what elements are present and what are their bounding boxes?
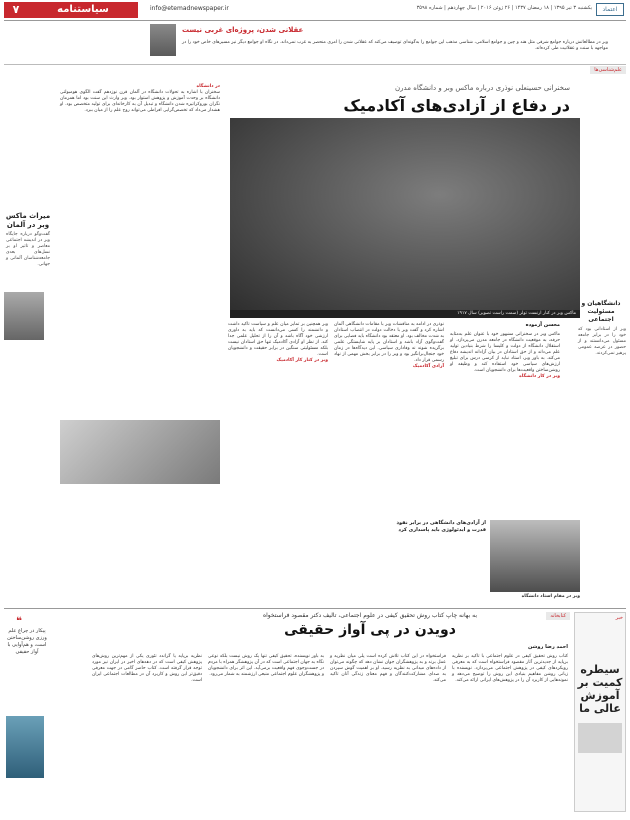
- bottom-divider: [4, 608, 626, 609]
- portrait-photo: [490, 520, 580, 592]
- bottom-side-quote: پیکار در چراغ علم ورزی روشن‌ساختن است، و هم‌آوایی با آواز حقیقی: [7, 628, 47, 655]
- page-number: ۷: [4, 2, 28, 18]
- bottom-col-3: به باور نویسنده، تحقیق کیفی تنها یک روش نیست بلکه نوعی نگاه به جهان اجتماعی است که در آن پژوهشگر همراه با مردم در جست‌وجوی فهم واقعیت برمی‌آید. این اثر برای دانشجویان و پژوهشگران علوم اجتماعی منبعی ارزشمند به شمار می‌رود.: [208, 654, 324, 677]
- issue-info: یکشنبه ۳ تیر ۱۳۹۵ | ۱۸ رمضان ۱۴۳۷ | ۲۶ ژوئن ۲۰۱۶ | سال چهاردهم | شماره ۳۵۹۸: [416, 5, 592, 11]
- main-article-author: محسن آزموده: [525, 322, 560, 328]
- main-article-kicker: سخنرانی حسینعلی نوذری درباره ماکس وبر و دانشگاه مدرن: [395, 84, 570, 92]
- bottom-article-author: احمد رضا روشن: [527, 644, 568, 650]
- main-photo-caption: ماکس وبر در کنار ارنست تولر (سمت راست تصویر) سال ۱۹۱۷: [230, 310, 580, 318]
- header-divider: [4, 20, 626, 21]
- contact-email[interactable]: info@etemadnewspaper.ir: [150, 5, 229, 12]
- news-box-label: خبر: [615, 615, 623, 621]
- left-column-body: در دانشگاه سخنران با اشاره به تحولات دانشگاه در آلمان قرن نوزدهم گفت الگوی هومبولتی دانشگاه بر وحدت آموزش و پژوهش استوار بود. وبر وارث این سنت بود اما همزمان نگران بوروکراتیزه شدن دانشگاه و تبدیل آن به کارخانه‌ای برای تولید متخصص بود. او هشدار می‌داد که تخصص‌گرایی افراطی می‌تواند روح علم را از میان ببرد.: [60, 84, 220, 113]
- editorial-body: وبر در مطالعاتش درباره جوامع شرقی مثل هند و چین و جوامع اسلامی، شناسی مذهب این جوامع را به‌گونه‌ای توصیف می‌کند که عقلانی شدن را امری منحصر به غرب نمی‌داند. در نگاه او جوامع دیگر نیز مسیرهای خاص خود را در مواجهه با سنت و عقلانیت طی کرده‌اند.: [182, 40, 608, 51]
- right-sidebar-body: وبر از استادانی بود که خود را در برابر جامعه مسئول می‌دانستند و از حضور در عرصه عمومی پرهیز نمی‌کردند.: [578, 327, 626, 356]
- bottom-article-kicker: به بهانه چاپ کتاب روش تحقیق کیفی در علوم اجتماعی، تالیف دکتر مقصود فراستخواه: [262, 612, 477, 619]
- section-label-top: علم‌شناسی‌ها: [590, 66, 626, 74]
- editorial-divider: [4, 64, 626, 65]
- subhead-academic-freedom: آزادی آکادمیک: [412, 364, 444, 369]
- main-article-col-2: نوذری در ادامه به مناقشات وبر با مقامات دانشگاهی آلمان اشاره کرد و گفت وبر با دخالت دولت در انتصاب استادان به شدت مخالف بود. او معتقد بود دانشگاه باید فضایی برای گفت‌وگوی آزاد باشد و استادان بر پایه شایستگی علمی برگزیده شوند نه وفاداری سیاسی. این دیدگاه‌ها در زمان خود جنجال‌برانگیز بود و وبر را در برابر بخش مهمی از نهاد رسمی قرار داد. آزادی آکادمیک: [334, 322, 444, 369]
- left-column-title: در دانشگاه: [196, 84, 220, 89]
- editorial-title: عقلانی شدن، پروژه‌ای غربی نیست: [182, 26, 304, 34]
- newspaper-logo: اعتماد: [596, 3, 624, 16]
- bottom-col-4: نظریه برپایه یا گراندد تئوری یکی از مهم‌ترین روش‌های پژوهش کیفی است که در دهه‌های اخیر در ایران نیز مورد توجه قرار گرفته است. کتاب حاضر گامی در جهت معرفی دقیق‌تر این روش و کاربرد آن در مطالعات اجتماعی ایران است.: [92, 654, 202, 683]
- pull-quote: از آزادی‌های دانشگاهی در برابر نفوذ قدرت و ایدئولوژی باید پاسداری کرد: [396, 520, 486, 533]
- right-sidebar: [576, 300, 626, 357]
- left-sidebar-photo: [4, 292, 44, 340]
- bottom-col-2: فراستخواه در این کتاب تلاش کرده است پلی میان نظریه و عمل بزند و به پژوهشگران جوان نشان دهد که چگونه می‌توان از داده‌های میدانی به نظریه رسید. او بر اهمیت گوش سپردن به صدای مشارکت‌کنندگان و فهم معنای زندگی آنان تاکید می‌کند.: [330, 654, 446, 683]
- section-label-bottom: کتابخانه: [546, 612, 570, 620]
- main-article-photo: [230, 118, 580, 310]
- portrait-caption: وبر در مقام استاد دانشگاه: [521, 594, 580, 599]
- main-article-col-3: وبر همچنین بر تمایز میان علم و سیاست تاکید داشت و دانشمند را کسی می‌دانست که باید به داوری ارزشی خود آگاه باشد و آن را از تحلیل علمی جدا کند. از نظر او آزادی آکادمیک تنها حق استادان نیست بلکه مسئولیتی سنگین در برابر حقیقت و دانشجویان است. وبر در کنار کار آکادمیک: [228, 322, 328, 363]
- editorial-author-photo: [150, 24, 176, 56]
- news-box-title: سیطره کمیت بر آموزش عالی ما: [577, 663, 623, 715]
- bottom-col-1: کتاب روش تحقیق کیفی در علوم اجتماعی با تاکید بر نظریه برپایه از جدیدترین آثار مقصود فراستخواه است که به معرفی رویکردهای کیفی در پژوهش اجتماعی می‌پردازد. نویسنده با زبانی روشن مفاهیم بنیادی این روش را توضیح می‌دهد و نمونه‌هایی از کاربرد آن را در پژوهش‌های ایرانی ارائه می‌کند.: [452, 654, 568, 683]
- main-article-col-1: ماکس وبر در سخنرانی مشهور خود با عنوان علم به‌مثابه حرفه، به موقعیت دانشگاه در جامعه مدرن می‌پردازد. او استقلال دانشگاه از دولت و کلیسا را شرط بنیادین تولید علم می‌داند و از حق استادان در بیان آزادانه اندیشه دفاع می‌کند. به باور وبر، استاد نباید از کرسی درس برای تبلیغ ارزش‌های سیاسی خود استفاده کند و وظیفه او روشن‌ساختن واقعیت‌ها برای دانشجویان است. وبر در کار دانشگاه: [450, 332, 560, 379]
- main-article-headline: در دفاع از آزادی‌های آکادمیک: [343, 96, 570, 115]
- subhead-weber-university: وبر در کار دانشگاه: [519, 374, 560, 379]
- left-sidebar-title: میراث ماکس وبر در آلمان: [5, 212, 51, 229]
- book-cover-image: [6, 716, 44, 778]
- right-sidebar-title: دانشگاهیان و مسئولیت اجتماعی: [581, 300, 621, 323]
- quote-mark-icon: ❝: [16, 616, 22, 627]
- meeting-photo: [60, 420, 220, 484]
- section-title: سیاستنامه: [28, 2, 138, 18]
- subhead-weber-beside: وبر در کنار کار آکادمیک: [276, 358, 328, 363]
- news-box-image: [578, 723, 622, 753]
- news-box: [574, 612, 626, 812]
- left-sidebar-body: گفت‌وگو درباره جایگاه وبر در اندیشه اجتماعی معاصر و تاثیر او بر نسل‌های بعدی جامعه‌شناسان آلمانی و جهانی.: [6, 232, 50, 267]
- bottom-article-headline: دویدن در پی آواز حقیقی: [284, 622, 456, 638]
